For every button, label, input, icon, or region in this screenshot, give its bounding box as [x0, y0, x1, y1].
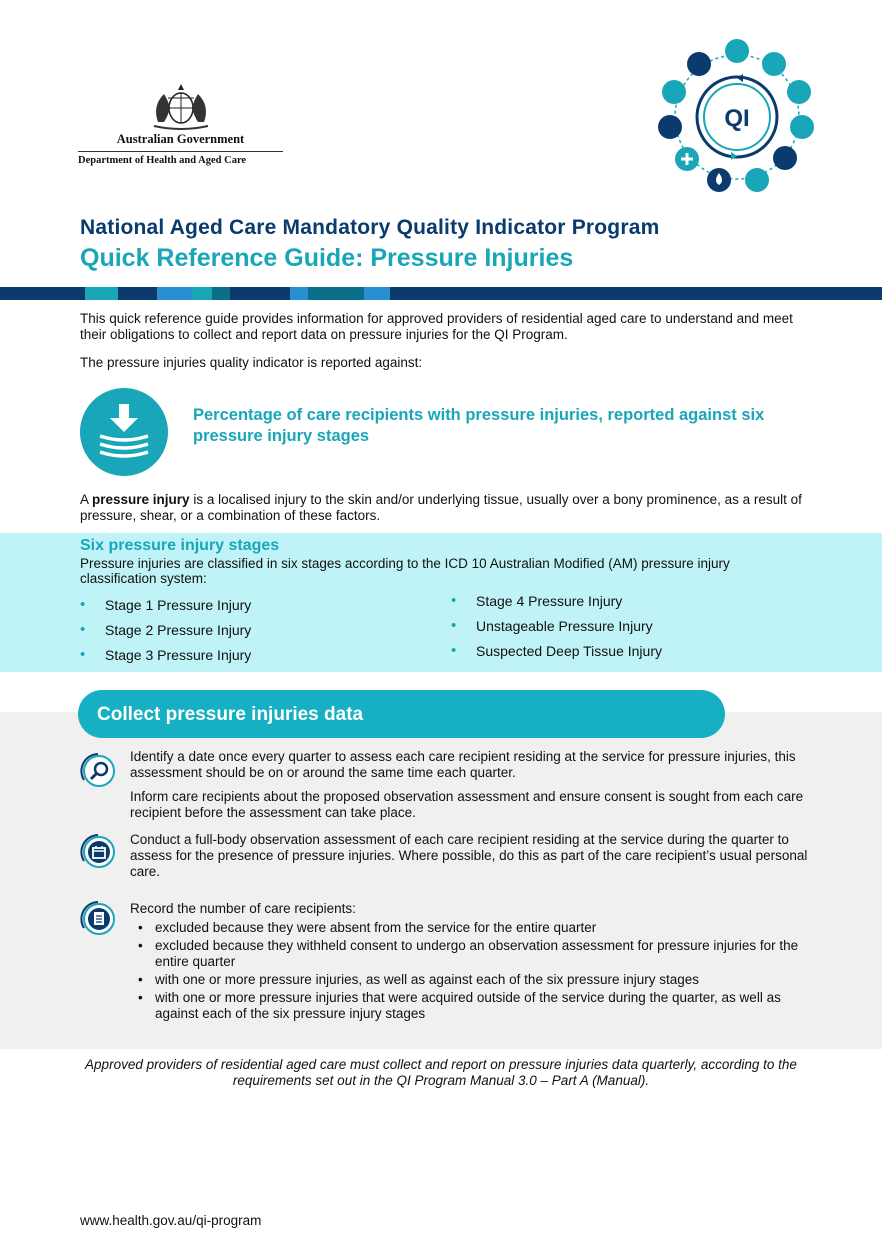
- government-logo: [78, 78, 283, 178]
- pressure-injury-definition: [80, 492, 820, 524]
- indicator-lead-in: The pressure injuries quality indicator is reported against:: [80, 355, 423, 370]
- record-item: • with one or more pressure injuries that were acquired outside of the service during the quarter, as well as against each of the six pressure injury stages: [130, 990, 810, 1022]
- record-list: [130, 920, 810, 1024]
- stages-description: Pressure injuries are classified in six stages according to the ICD 10 Australian Modified (AM) pressure injury classification system:: [80, 556, 730, 586]
- closing-statement: Approved providers of residential aged care must collect and report on pressure injuries data quarterly, according to the requirements set out in the QI Program Manual 3.0 – Part A (Manual).: [85, 1057, 797, 1088]
- step-inform-recipients: Inform care recipients about the proposed observation assessment and ensure consent is sought from each care recipient before the assessment can take place.: [130, 789, 804, 820]
- step-record-numbers: Record the number of care recipients:: [130, 901, 356, 916]
- definition-term: pressure injury: [92, 492, 190, 507]
- calendar-icon: [78, 831, 118, 871]
- stages-list-left: [80, 597, 251, 672]
- stage-item: • Suspected Deep Tissue Injury: [451, 643, 662, 668]
- program-title: National Aged Care Mandatory Quality Indicator Program: [80, 216, 660, 239]
- document-icon: [78, 898, 118, 938]
- government-name: Australian Government: [116, 132, 245, 146]
- indicator-statement: Percentage of care recipients with pressure injuries, reported against six pressure injury stages: [193, 406, 765, 445]
- step-identify-date: Identify a date once every quarter to assess each care recipient residing at the service for pressure injuries, this assessment should be on or around the same time each quarter.: [130, 749, 796, 780]
- record-item: • excluded because they were absent from the service for the entire quarter: [130, 920, 810, 936]
- record-item: • with one or more pressure injuries, as well as against each of the six pressure injury stages: [130, 972, 810, 988]
- department-name: Department of Health and Aged Care: [78, 155, 247, 166]
- stage-item: • Stage 4 Pressure Injury: [451, 593, 662, 618]
- stage-item: • Unstageable Pressure Injury: [451, 618, 662, 643]
- stages-list-right: [451, 593, 662, 668]
- definition-text: is a localised injury to the skin and/or underlying tissue, usually over a bony prominence, as a result of pressure, shear, or a combination of these factors.: [80, 492, 802, 523]
- intro-paragraph: This quick reference guide provides information for approved providers of residential aged care to understand and meet their obligations to collect and report data on pressure injuries for the QI Program.: [80, 311, 793, 342]
- stage-item: • Stage 3 Pressure Injury: [80, 647, 251, 672]
- footer-url[interactable]: www.health.gov.au/qi-program: [80, 1213, 262, 1228]
- qi-badge-text: QI: [724, 105, 750, 132]
- logo-divider: [78, 151, 283, 152]
- guide-title: Quick Reference Guide: Pressure Injuries: [80, 244, 574, 272]
- record-item: • excluded because they withheld consent to undergo an observation assessment for pressure injuries for the entire quarter: [130, 938, 810, 970]
- qi-program-logo: [657, 37, 817, 197]
- search-icon: [78, 750, 118, 790]
- decorative-stripe: [0, 287, 882, 300]
- stage-item: • Stage 1 Pressure Injury: [80, 597, 251, 622]
- collect-heading: Collect pressure injuries data: [97, 704, 364, 725]
- stages-heading: Six pressure injury stages: [80, 537, 280, 554]
- definition-prefix: A: [80, 492, 93, 507]
- stage-item: • Stage 2 Pressure Injury: [80, 622, 251, 647]
- coat-of-arms-icon: [146, 78, 216, 130]
- step-conduct-assessment: Conduct a full-body observation assessment of each care recipient residing at the service during the quarter to assess for the presence of pressure injuries. Where possible, do this as part of the care recipient’s usual personal care.: [130, 832, 808, 879]
- pressure-injury-icon: [80, 388, 168, 476]
